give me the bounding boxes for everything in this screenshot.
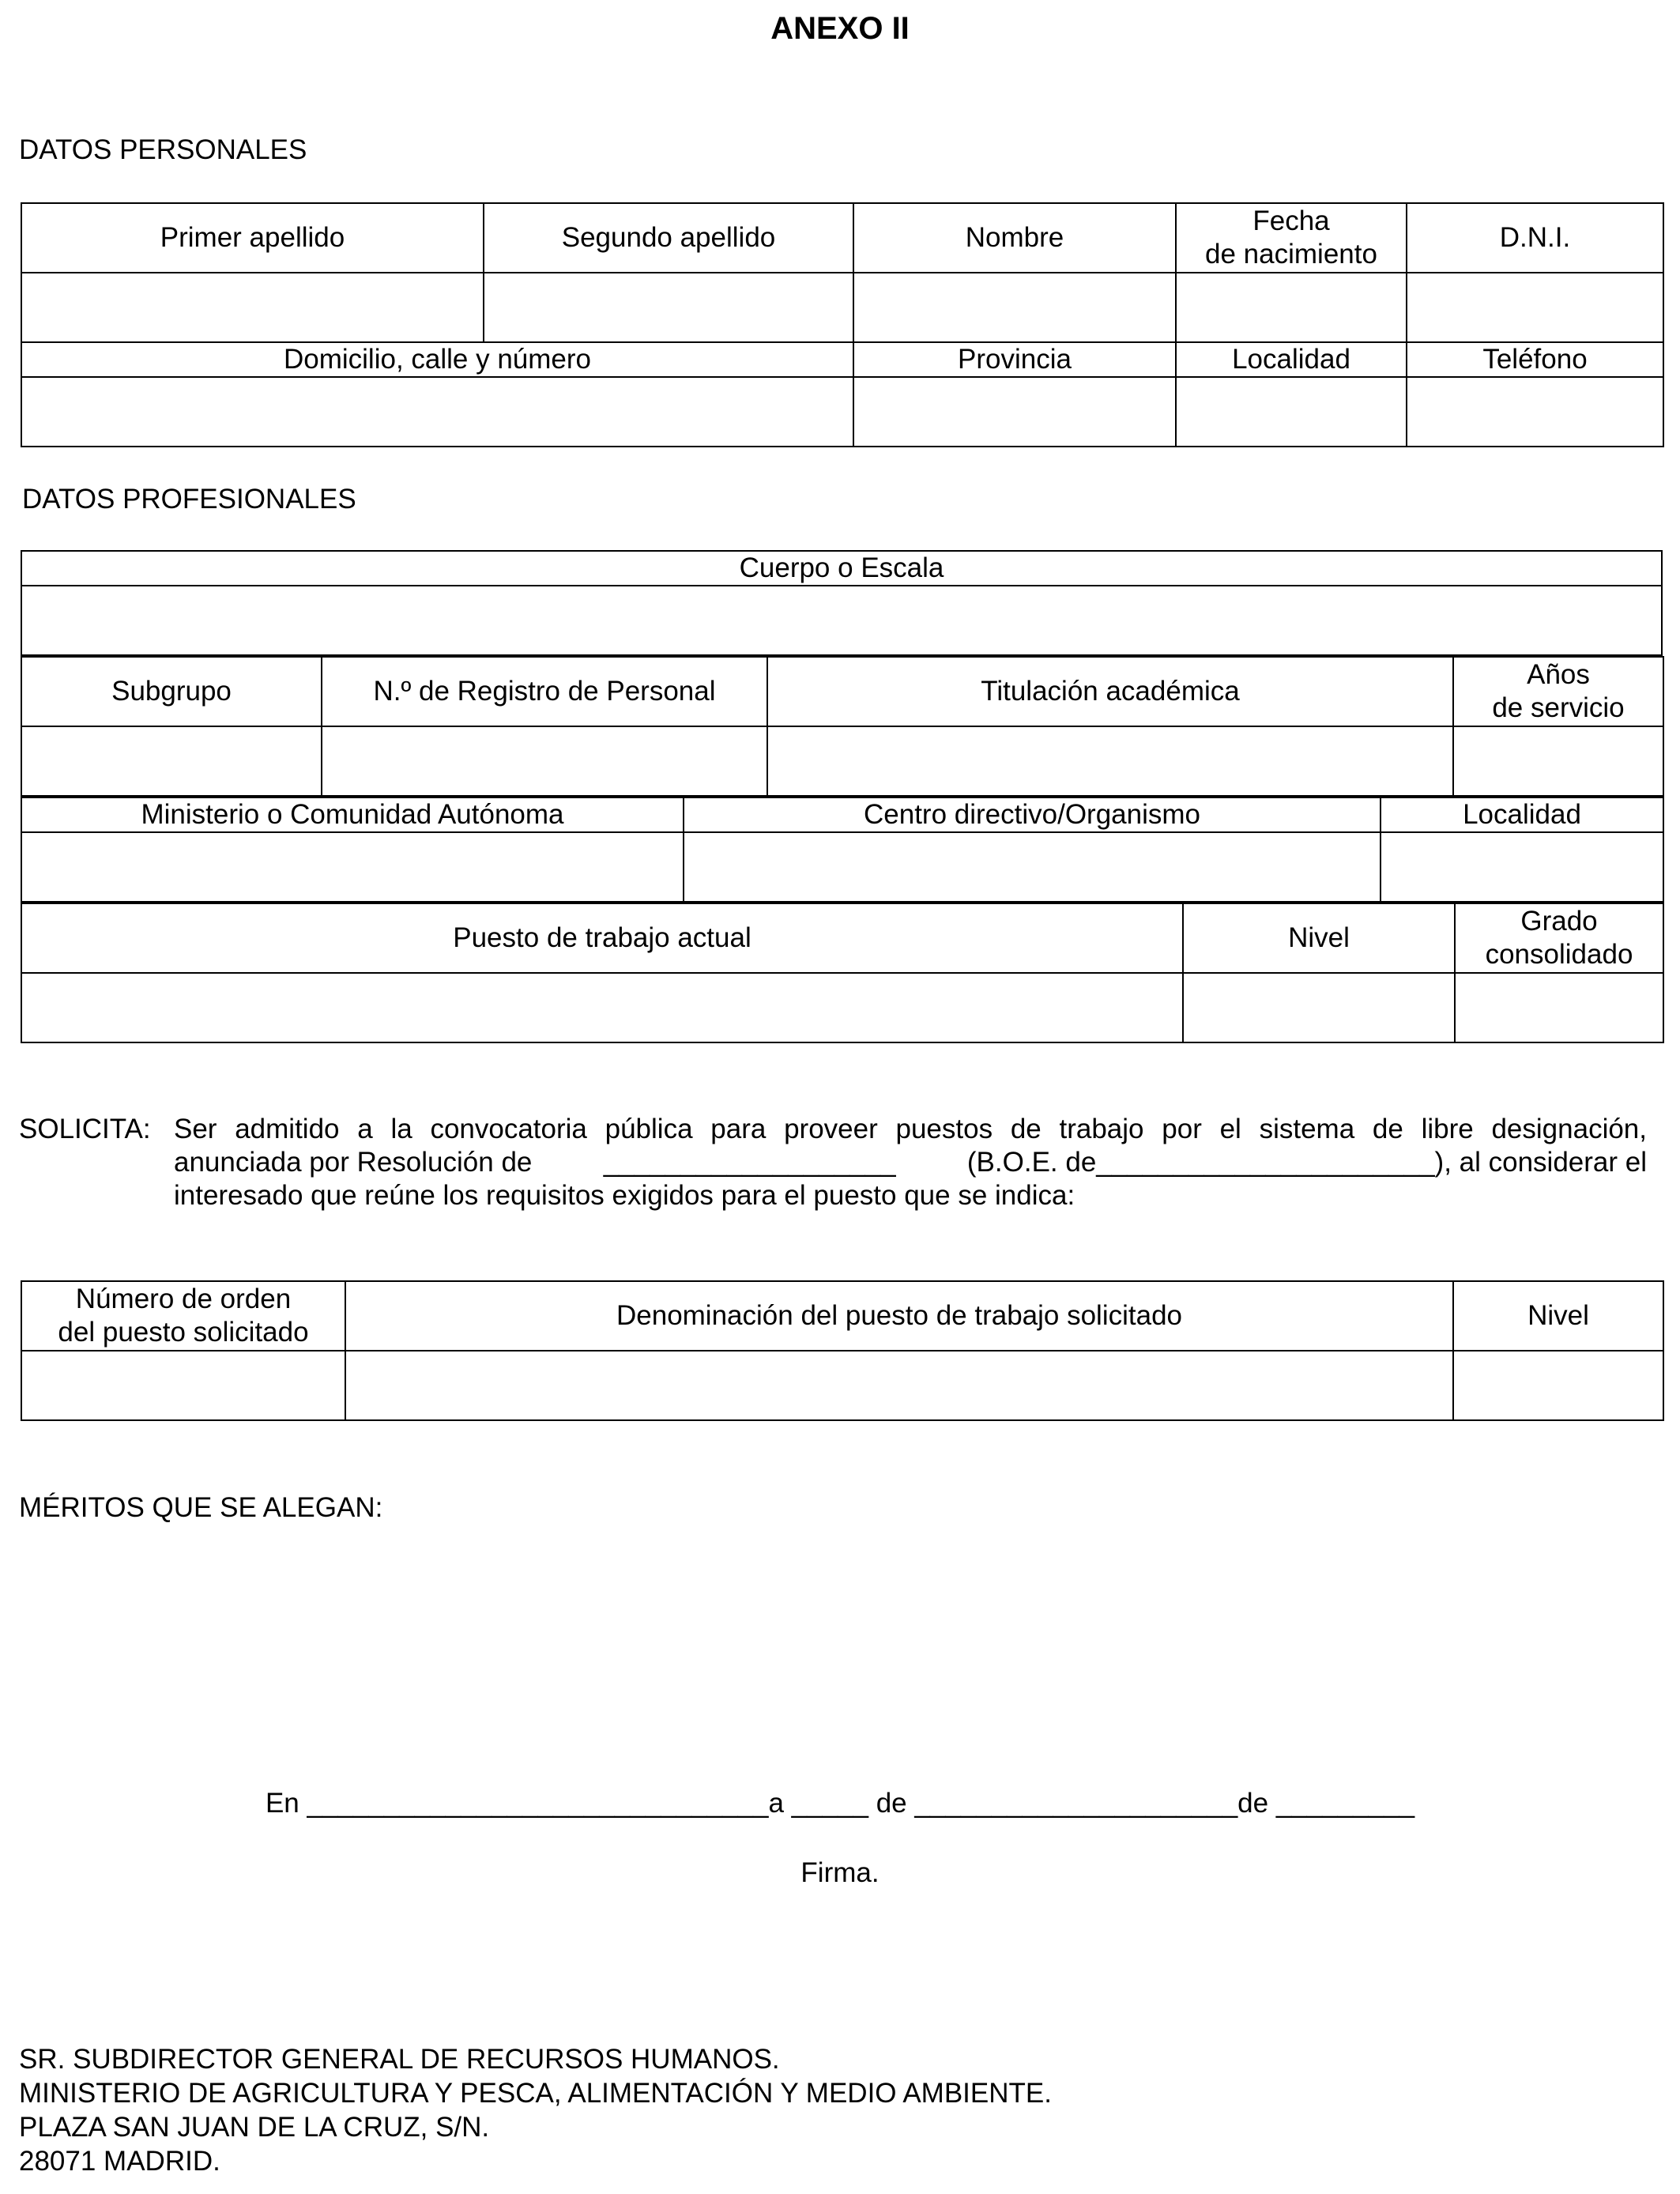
- day-blank[interactable]: _____: [791, 1788, 868, 1819]
- field-subgrupo[interactable]: [21, 726, 322, 796]
- solicita-body: [174, 1113, 1647, 1212]
- field-denominacion[interactable]: [345, 1351, 1453, 1420]
- section-heading-professional: DATOS PROFESIONALES: [22, 484, 356, 515]
- field-localidad-prof[interactable]: [1381, 832, 1663, 902]
- field-cuerpo-escala[interactable]: [21, 586, 1662, 655]
- field-domicilio[interactable]: [21, 377, 853, 447]
- field-segundo-apellido[interactable]: [484, 273, 853, 342]
- header-registro-personal: N.º de Registro de Personal: [322, 657, 767, 726]
- header-localidad-prof: Localidad: [1381, 797, 1663, 832]
- header-localidad: Localidad: [1176, 342, 1407, 377]
- field-nivel[interactable]: [1183, 973, 1455, 1042]
- meritos-area[interactable]: [19, 1533, 1661, 1770]
- meritos-heading: MÉRITOS QUE SE ALEGAN:: [19, 1492, 383, 1523]
- field-provincia[interactable]: [853, 377, 1176, 447]
- section-heading-personal: DATOS PERSONALES: [19, 134, 307, 165]
- resolucion-blank[interactable]: ___________________: [603, 1147, 896, 1178]
- header-cuerpo-escala: Cuerpo o Escala: [21, 551, 1662, 586]
- header-telefono: Teléfono: [1407, 342, 1663, 377]
- document-title: ANEXO II: [770, 11, 910, 46]
- address-line-1: SR. SUBDIRECTOR GENERAL DE RECURSOS HUMANOS.: [19, 2044, 780, 2075]
- header-provincia: Provincia: [853, 342, 1176, 377]
- header-numero-orden: Número de orden del puesto solicitado: [21, 1281, 345, 1351]
- field-localidad[interactable]: [1176, 377, 1407, 447]
- header-dni: D.N.I.: [1407, 203, 1663, 273]
- header-ministerio: Ministerio o Comunidad Autónoma: [21, 797, 684, 832]
- header-segundo-apellido: Segundo apellido: [484, 203, 853, 273]
- puesto-solicitado-table: [21, 1280, 1664, 1421]
- field-titulacion[interactable]: [767, 726, 1453, 796]
- header-nombre: Nombre: [853, 203, 1176, 273]
- header-centro-directivo: Centro directivo/Organismo: [684, 797, 1381, 832]
- boe-date-blank[interactable]: ______________________: [1096, 1147, 1435, 1178]
- field-numero-orden[interactable]: [21, 1351, 345, 1420]
- header-subgrupo: Subgrupo: [21, 657, 322, 726]
- header-domicilio: Domicilio, calle y número: [21, 342, 853, 377]
- solicita-label: SOLICITA:: [19, 1114, 151, 1144]
- field-grado-consolidado[interactable]: [1455, 973, 1663, 1042]
- header-primer-apellido: Primer apellido: [21, 203, 484, 273]
- address-line-3: PLAZA SAN JUAN DE LA CRUZ, S/N.: [19, 2112, 490, 2143]
- field-primer-apellido[interactable]: [21, 273, 484, 342]
- header-titulacion: Titulación académica: [767, 657, 1453, 726]
- field-telefono[interactable]: [1407, 377, 1663, 447]
- field-puesto-actual[interactable]: [21, 973, 1183, 1042]
- header-nivel: Nivel: [1183, 903, 1455, 973]
- address-line-4: 28071 MADRID.: [19, 2146, 220, 2177]
- header-anos-servicio: Años de servicio: [1453, 657, 1663, 726]
- header-nivel-solicitado: Nivel: [1453, 1281, 1663, 1351]
- header-denominacion: Denominación del puesto de trabajo solicitado: [345, 1281, 1453, 1351]
- field-fecha-nacimiento[interactable]: [1176, 273, 1407, 342]
- field-centro-directivo[interactable]: [684, 832, 1381, 902]
- professional-ministerio-table: [21, 797, 1664, 903]
- solicita-line-1: Ser admitido a la convocatoria pública para proveer puestos de trabajo por el sistema de libre designación,: [174, 1114, 1647, 1144]
- field-ministerio[interactable]: [21, 832, 684, 902]
- place-blank[interactable]: ______________________________: [307, 1788, 769, 1819]
- field-nivel-solicitado[interactable]: [1453, 1351, 1663, 1420]
- firma-label: Firma.: [800, 1857, 880, 1888]
- signature-line: En ______________________________a _____ de _____________________de _________: [265, 1788, 1415, 1819]
- solicita-line-2: anunciada por Resolución de ___________________ (B.O.E. de______________________), al considerar el: [174, 1147, 1647, 1178]
- address-line-2: MINISTERIO DE AGRICULTURA Y PESCA, ALIMENTACIÓN Y MEDIO AMBIENTE.: [19, 2078, 1052, 2109]
- field-dni[interactable]: [1407, 273, 1663, 342]
- year-blank[interactable]: _________: [1275, 1788, 1415, 1819]
- professional-cuerpo-table: [21, 550, 1663, 656]
- header-grado-consolidado: Grado consolidado: [1455, 903, 1663, 973]
- personal-data-table: [21, 202, 1664, 447]
- field-anos-servicio[interactable]: [1453, 726, 1663, 796]
- professional-registro-table: [21, 656, 1664, 797]
- header-puesto-actual: Puesto de trabajo actual: [21, 903, 1183, 973]
- professional-puesto-table: [21, 903, 1664, 1043]
- month-blank[interactable]: _____________________: [914, 1788, 1238, 1819]
- field-registro-personal[interactable]: [322, 726, 767, 796]
- field-nombre[interactable]: [853, 273, 1176, 342]
- solicita-line-3: interesado que reúne los requisitos exigidos para el puesto que se indica:: [174, 1180, 1075, 1211]
- header-fecha-nacimiento: Fecha de nacimiento: [1176, 203, 1407, 273]
